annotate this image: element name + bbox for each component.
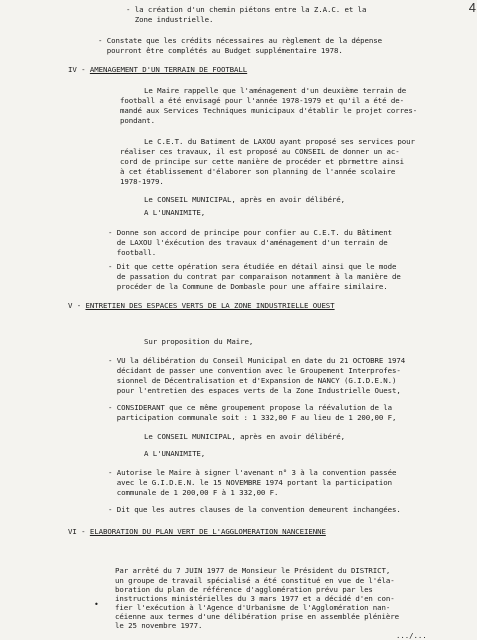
text-line: - Dit que les autres clauses de la convention demeurent inchangées. [108,505,401,514]
section-number: IV - [68,65,86,74]
text-line: A L'UNANIMITE, [144,449,206,458]
text-line: réaliser ces travaux, il est proposé au CONSEIL de donner un ac- [120,147,400,156]
section-title: ENTRETIEN DES ESPACES VERTS DE LA ZONE INDUSTRIELLE OUEST [85,301,335,310]
page-number: 4 [468,0,476,15]
text-line: procéder de la Commune de Dombasle pour une affaire similaire. [108,282,388,291]
text-line: de passation du contrat par comparaison notamment à la manière de [108,272,401,281]
margin-dot: • [94,600,99,609]
text-line: Par arrêté du 7 JUIN 1977 de Monsieur le Président du DISTRICT, [115,566,391,575]
text-line: boration du plan de référence d'agglomération prévu par les [115,585,373,594]
text-line: - Autorise le Maire à signer l'avenant n° 3 à la convention passée [108,468,397,477]
section-heading [68,65,247,74]
text-line: A L'UNANIMITE, [144,208,206,217]
text-line: décidant de passer une convention avec le Groupement Interprofes- [108,366,401,375]
text-line: Zone industrielle. [126,15,214,24]
text-line: - la création d'un chemin piétons entre la Z.A.C. et la [126,5,367,14]
text-line: 1978-1979. [120,177,164,186]
text-line: communale de 1 200,00 F à 1 332,00 F. [108,488,279,497]
section-number: V - [68,301,82,310]
text-line: - Constate que les crédits nécessaires au règlement de la dépense [98,36,383,45]
continuation-mark: .../... [396,631,427,640]
text-line: avec le G.I.D.E.N. le 15 NOVEMBRE 1974 portant la participation [108,478,393,487]
text-line: Le C.E.T. du Batiment de LAXOU ayant proposé ses services pour [144,137,415,146]
text-line: à cet établissement d'élaborer son planning de l'année scolaire [120,167,396,176]
section-title: AMENAGEMENT D'UN TERRAIN DE FOOTBALL [89,65,248,74]
text-line: participation communale soit : 1 332,00 F au lieu de 1 200,00 F, [108,413,397,422]
text-line: - Donne son accord de principe pour confier au C.E.T. du Bâtiment [108,228,393,237]
text-line: football a été envisagé pour l'année 1978-1979 et qu'il a été de- [120,96,405,105]
text-line: - CONSIDERANT que ce même groupement propose la réévalution de la [108,403,393,412]
text-line: fier l'exécution à l'Agence d'Urbanisme de l'Agglomération nan- [115,603,391,612]
text-line: - VU la délibération du Conseil Municipal en date du 21 OCTOBRE 1974 [108,356,406,365]
text-line: pourront être complétés au Budget supplémentaire 1978. [98,46,343,55]
text-line: Le CONSEIL MUNICIPAL, après en avoir délibéré, [144,195,345,204]
section-heading [68,301,335,310]
text-line: mandé aux Services Techniques municipaux d'établir le projet corres- [120,106,418,115]
text-line: pondant. [120,116,155,125]
text-line: céienne aux termes d'une délibération prise en assemblée plénière [115,612,400,621]
text-line: Le Maire rappelle que l'aménagement d'un deuxième terrain de [144,86,407,95]
text-line: Le CONSEIL MUNICIPAL, après en avoir délibéré, [144,432,345,441]
text-line: sionnel de Décentralisation et d'Expansion de NANCY (G.I.D.E.N.) [108,376,397,385]
text-line: - Dit que cette opération sera étudiée en détail ainsi que le mode [108,262,397,271]
text-line: de LAXOU l'éxécution des travaux d'aménagement d'un terrain de [108,238,388,247]
section-number: VI - [68,527,86,536]
text-line: le 25 novembre 1977. [115,621,203,630]
text-line: Sur proposition du Maire, [144,337,254,346]
text-line: un groupe de travail spécialisé a été constitué en vue de l'éla- [115,576,395,585]
section-heading [68,527,326,536]
text-line: football. [108,248,157,257]
text-line: cord de principe sur cette manière de procéder et pbrmettre ainsi [120,157,405,166]
text-line: instructions ministérielles du 3 mars 1977 et a décidé d'en con- [115,594,395,603]
text-line: pour l'entretien des espaces verts de la Zone Industrielle Ouest, [108,386,401,395]
section-title: ELABORATION DU PLAN VERT DE L'AGGLOMERATION NANCEIENNE [89,527,326,536]
